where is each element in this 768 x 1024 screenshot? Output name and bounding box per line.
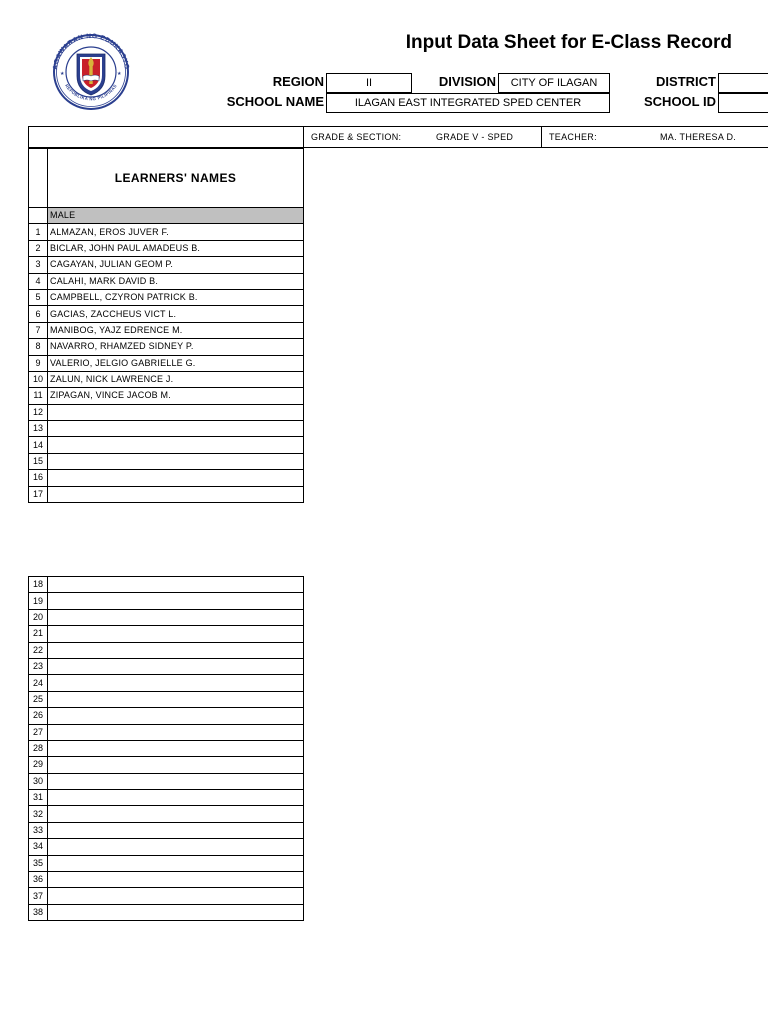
table-row: [29, 289, 304, 305]
table-row: [29, 273, 304, 289]
learner-name-cell[interactable]: [48, 872, 304, 888]
row-number: 38: [29, 904, 48, 920]
learner-name-cell[interactable]: [48, 855, 304, 871]
learner-name-cell[interactable]: [48, 421, 304, 437]
table-row: [29, 470, 304, 486]
table-row: [29, 421, 304, 437]
row-number: 29: [29, 757, 48, 773]
learner-name-cell[interactable]: [48, 790, 304, 806]
learner-name-cell[interactable]: [48, 675, 304, 691]
district-label: DISTRICT: [656, 74, 716, 89]
learner-name-cell[interactable]: [48, 757, 304, 773]
class-info-strip: [28, 126, 768, 148]
svg-text:★: ★: [60, 71, 65, 77]
table-row: [29, 839, 304, 855]
table-row: [29, 609, 304, 625]
row-number: 34: [29, 839, 48, 855]
row-number: 25: [29, 691, 48, 707]
school-name-label: SCHOOL NAME: [226, 94, 324, 109]
table-row: [29, 757, 304, 773]
learner-name-cell[interactable]: MANIBOG, YAJZ EDRENCE M.: [48, 322, 304, 338]
row-number: 20: [29, 609, 48, 625]
learner-name-cell[interactable]: [48, 486, 304, 502]
learner-name-cell[interactable]: VALERIO, JELGIO GABRIELLE G.: [48, 355, 304, 371]
table-row: [29, 855, 304, 871]
grade-section-value[interactable]: GRADE V - SPED: [436, 132, 514, 142]
row-number: 36: [29, 872, 48, 888]
school-id-field[interactable]: [718, 93, 768, 113]
table-row: [29, 355, 304, 371]
learner-name-cell[interactable]: GACIAS, ZACCHEUS VICT L.: [48, 306, 304, 322]
row-number: 8: [29, 339, 48, 355]
learners-table-part2: [28, 576, 304, 921]
table-row: [29, 437, 304, 453]
row-number: 18: [29, 577, 48, 593]
learner-name-cell[interactable]: [48, 437, 304, 453]
teacher-label: TEACHER:: [549, 132, 597, 142]
learner-name-cell[interactable]: [48, 609, 304, 625]
deped-seal-logo: [44, 32, 138, 112]
learner-name-cell[interactable]: CAGAYAN, JULIAN GEOM P.: [48, 257, 304, 273]
learners-names-header: LEARNERS' NAMES: [48, 149, 304, 208]
row-number: 12: [29, 404, 48, 420]
table-row: [29, 224, 304, 240]
row-number: 10: [29, 371, 48, 387]
school-name-field[interactable]: ILAGAN EAST INTEGRATED SPED CENTER: [326, 93, 610, 113]
table-row: [29, 453, 304, 469]
male-number-cell: [29, 208, 48, 224]
row-number: 11: [29, 388, 48, 404]
region-label: REGION: [272, 74, 324, 89]
row-number: 27: [29, 724, 48, 740]
table-row: [29, 593, 304, 609]
row-number: 17: [29, 486, 48, 502]
learner-name-cell[interactable]: [48, 691, 304, 707]
table-row: [29, 577, 304, 593]
region-field[interactable]: II: [326, 73, 412, 93]
district-field[interactable]: [718, 73, 768, 93]
row-number: 2: [29, 240, 48, 256]
row-number: 35: [29, 855, 48, 871]
table-row: [29, 790, 304, 806]
division-field[interactable]: CITY OF ILAGAN: [498, 73, 610, 93]
table-row: [29, 306, 304, 322]
row-number: 37: [29, 888, 48, 904]
header-number-cell: [29, 149, 48, 208]
row-number: 7: [29, 322, 48, 338]
row-number: 14: [29, 437, 48, 453]
learner-name-cell[interactable]: [48, 822, 304, 838]
table-row: [29, 339, 304, 355]
seal-top-text: AGAWARAN NG EDUKASYO: [52, 32, 130, 71]
table-row: [29, 642, 304, 658]
table-row: [29, 806, 304, 822]
row-number: 26: [29, 708, 48, 724]
table-row: [29, 872, 304, 888]
division-label: DIVISION: [438, 74, 496, 89]
learner-name-cell[interactable]: [48, 470, 304, 486]
learner-name-cell[interactable]: [48, 404, 304, 420]
row-number: 9: [29, 355, 48, 371]
learner-name-cell[interactable]: CAMPBELL, CZYRON PATRICK B.: [48, 289, 304, 305]
row-number: 33: [29, 822, 48, 838]
strip-divider: [541, 127, 542, 147]
table-row: [29, 322, 304, 338]
learner-name-cell[interactable]: [48, 839, 304, 855]
learners-table-part1: [28, 148, 304, 503]
table-row: [29, 740, 304, 756]
table-row: [29, 691, 304, 707]
row-number: 31: [29, 790, 48, 806]
row-number: 6: [29, 306, 48, 322]
row-number: 13: [29, 421, 48, 437]
seal-bottom-text: REPUBLIKA NG PILIPINAS: [64, 83, 118, 102]
grade-section-label: GRADE & SECTION:: [311, 132, 402, 142]
row-number: 5: [29, 289, 48, 305]
row-number: 19: [29, 593, 48, 609]
learner-name-cell[interactable]: [48, 593, 304, 609]
learner-name-cell[interactable]: [48, 740, 304, 756]
learner-name-cell[interactable]: [48, 577, 304, 593]
table-row: [29, 257, 304, 273]
table-row: [29, 626, 304, 642]
table-row: [29, 675, 304, 691]
learner-name-cell[interactable]: CALAHI, MARK DAVID B.: [48, 273, 304, 289]
row-number: 24: [29, 675, 48, 691]
row-number: 28: [29, 740, 48, 756]
learner-name-cell[interactable]: NAVARRO, RHAMZED SIDNEY P.: [48, 339, 304, 355]
row-number: 22: [29, 642, 48, 658]
table-row: [29, 822, 304, 838]
row-number: 23: [29, 658, 48, 674]
table-header-row: [29, 149, 304, 208]
row-number: 1: [29, 224, 48, 240]
row-number: 16: [29, 470, 48, 486]
learner-name-cell[interactable]: [48, 888, 304, 904]
teacher-value[interactable]: MA. THERESA D.: [660, 132, 737, 142]
row-number: 4: [29, 273, 48, 289]
learner-name-cell[interactable]: [48, 904, 304, 920]
learner-name-cell[interactable]: [48, 642, 304, 658]
table-row: [29, 773, 304, 789]
learner-name-cell[interactable]: ALMAZAN, EROS JUVER F.: [48, 224, 304, 240]
table-row: [29, 708, 304, 724]
table-row: [29, 371, 304, 387]
school-id-label: SCHOOL ID: [644, 94, 716, 109]
row-number: 21: [29, 626, 48, 642]
table-row: [29, 724, 304, 740]
table-row: [29, 888, 304, 904]
learner-name-cell[interactable]: [48, 626, 304, 642]
svg-text:★: ★: [117, 71, 122, 77]
table-row: [29, 404, 304, 420]
learner-name-cell[interactable]: [48, 708, 304, 724]
deped-seal-icon: [44, 32, 138, 112]
male-section-row: [29, 208, 304, 224]
learner-name-cell[interactable]: [48, 773, 304, 789]
table-row: [29, 240, 304, 256]
learner-name-cell[interactable]: ZIPAGAN, VINCE JACOB M.: [48, 388, 304, 404]
learner-name-cell[interactable]: BICLAR, JOHN PAUL AMADEUS B.: [48, 240, 304, 256]
row-number: 3: [29, 257, 48, 273]
table-row: [29, 904, 304, 920]
learner-name-cell[interactable]: [48, 724, 304, 740]
row-number: 15: [29, 453, 48, 469]
row-number: 30: [29, 773, 48, 789]
table-row: [29, 486, 304, 502]
male-section-label: MALE: [48, 208, 304, 224]
learner-name-cell[interactable]: ZALUN, NICK LAWRENCE J.: [48, 371, 304, 387]
learner-name-cell[interactable]: [48, 658, 304, 674]
row-number: 32: [29, 806, 48, 822]
table-row: [29, 658, 304, 674]
table-row: [29, 388, 304, 404]
document-title: Input Data Sheet for E-Class Record: [405, 32, 732, 53]
strip-blank-cell: [28, 127, 304, 147]
learner-name-cell[interactable]: [48, 806, 304, 822]
learner-name-cell[interactable]: [48, 453, 304, 469]
